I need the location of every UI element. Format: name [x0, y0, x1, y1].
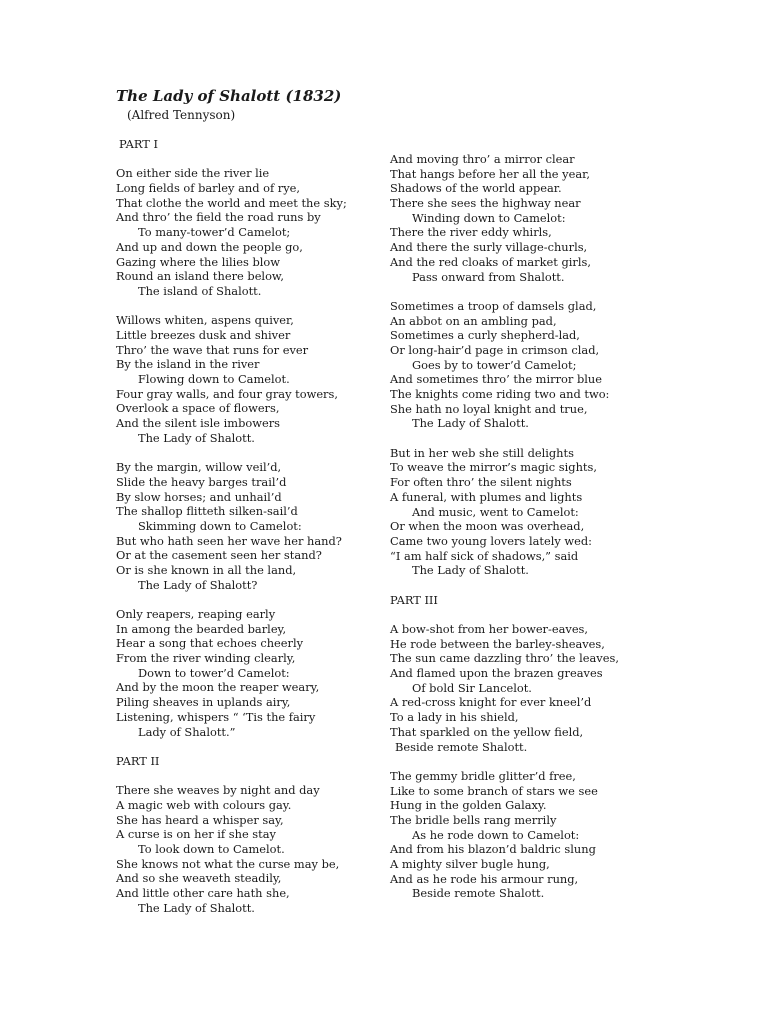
poem-line: Down to tower’d Camelot:: [138, 665, 290, 680]
poem-line: A bow-shot from her bower-eaves,: [390, 622, 589, 636]
poem-line: To look down to Camelot.: [138, 842, 285, 856]
poem-line: The island of Shalott.: [138, 283, 262, 298]
poem-line: The Lady of Shalott.: [138, 430, 255, 445]
poem-line: And sometimes thro’ the mirror blue: [390, 372, 602, 387]
part-heading: PART I: [119, 137, 158, 151]
poem-line: Like to some branch of stars we see: [390, 783, 598, 798]
poem-line: Four gray walls, and four gray towers,: [116, 386, 338, 401]
poem-line: And thro’ the field the road runs by: [116, 210, 321, 225]
poem-line: That hangs before her all the year,: [390, 166, 590, 181]
poem-line: There she sees the highway near: [390, 196, 581, 211]
poem-line: Piling sheaves in uplands airy,: [116, 695, 291, 710]
poem-line: By the margin, willow veil’d,: [116, 460, 282, 475]
poem-line: Willows whiten, aspens quiver,: [116, 313, 294, 328]
poem-line: And as he rode his armour rung,: [390, 871, 579, 886]
poem-line: But who hath seen her wave her hand?: [116, 533, 342, 548]
poem-line: The Lady of Shalott.: [138, 900, 255, 915]
poem-line: Long fields of barley and of rye,: [116, 181, 301, 196]
poem-line: Sometimes a curly shepherd-lad,: [390, 328, 580, 343]
part-heading: PART III: [390, 592, 438, 607]
poem-line: A funeral, with plumes and lights: [390, 489, 583, 504]
poem-line: That sparkled on the yellow field,: [390, 724, 584, 739]
right-column: [390, 152, 640, 916]
poem-line: But in her web she still delights: [390, 445, 574, 460]
poem-line: As he rode down to Camelot:: [412, 827, 580, 842]
poem-line: And from his blazon’d baldric slung: [390, 842, 596, 857]
stanza: [390, 769, 640, 901]
poem-line: Beside remote Shalott.: [412, 886, 545, 901]
poem-line: To a lady in his shield,: [390, 710, 519, 725]
poem-author: (Alfred Tennyson): [127, 108, 236, 122]
stanza: [116, 313, 378, 445]
poem-title: The Lady of Shalott (1832): [116, 87, 342, 105]
poem-line: Overlook a space of flowers,: [116, 401, 280, 416]
poem-line: A curse is on her if she stay: [116, 827, 276, 842]
poem-line: From the river winding clearly,: [116, 651, 296, 666]
poem-line: A red-cross knight for ever kneel’d: [390, 695, 592, 710]
poem-line: Winding down to Camelot:: [412, 210, 566, 225]
poem-line: Round an island there below,: [116, 269, 284, 284]
poem-line: The Lady of Shalott?: [138, 577, 258, 592]
stanza: [116, 460, 378, 592]
stanza: [116, 166, 378, 298]
poem-line: Or when the moon was overhead,: [390, 519, 585, 534]
poem-line: The shallop flitteth silken-sail’d: [116, 504, 298, 519]
poem-line: An abbot on an ambling pad,: [390, 313, 557, 328]
part-heading: PART II: [116, 753, 160, 768]
poem-line: Shadows of the world appear.: [390, 181, 562, 196]
stanza: [390, 299, 640, 431]
poem-line: Goes by to tower’d Camelot;: [412, 357, 577, 372]
poem-line: And little other care hath she,: [116, 886, 290, 901]
poem-line: Lady of Shalott.”: [138, 724, 236, 739]
poem-line: Or is she known in all the land,: [116, 562, 297, 577]
poem-line: To weave the mirror’s magic sights,: [390, 460, 597, 475]
stanza: [390, 152, 640, 284]
poem-line: And the red cloaks of market girls,: [390, 254, 591, 269]
stanza: [116, 607, 378, 739]
poem-line: And there the surly village-churls,: [390, 240, 588, 255]
stanza: [390, 622, 640, 754]
poem-line: Slide the heavy barges trail’d: [116, 474, 287, 489]
poem-line: There the river eddy whirls,: [390, 225, 552, 240]
poem-line: Sometimes a troop of damsels glad,: [390, 298, 597, 313]
poem-line: She knows not what the curse may be,: [116, 856, 340, 871]
poem-line: By the island in the river: [116, 357, 260, 372]
poem-line: Listening, whispers “ ‘Tis the fairy: [116, 709, 316, 724]
poem-line: By slow horses; and unhail’d: [116, 489, 282, 504]
poem-line: Gazing where the lilies blow: [116, 254, 281, 269]
poem-line: And music, went to Camelot:: [412, 504, 579, 519]
poem-line: Or at the casement seen her stand?: [116, 548, 322, 563]
poem-line: The Lady of Shalott.: [412, 416, 529, 431]
poem-line: And up and down the people go,: [116, 239, 303, 254]
poem-line: And moving thro’ a mirror clear: [390, 152, 575, 166]
poem-line: Came two young lovers lately wed:: [390, 533, 593, 548]
poem-line: Hung in the golden Galaxy.: [390, 798, 547, 813]
poem-line: That clothe the world and meet the sky;: [116, 195, 347, 210]
poem-line: A mighty silver bugle hung,: [390, 857, 550, 871]
poem-line: A magic web with colours gay.: [116, 797, 292, 812]
poem-line: In among the bearded barley,: [116, 621, 287, 636]
poem-line: The Lady of Shalott.: [412, 563, 529, 578]
poem-line: She hath no loyal knight and true,: [390, 401, 588, 416]
poem-line: The sun came dazzling thro’ the leaves,: [390, 651, 619, 666]
poem-line: Hear a song that echoes cheerly: [116, 636, 304, 651]
poem-line: Or long-hair’d page in crimson clad,: [390, 342, 600, 357]
poem-line: Skimming down to Camelot:: [138, 518, 302, 533]
poem-line: On either side the river lie: [116, 166, 270, 181]
poem-line: To many-tower’d Camelot;: [138, 225, 291, 240]
poem-line: And the silent isle imbowers: [116, 416, 281, 431]
poem-line: And by the moon the reaper weary,: [116, 680, 320, 695]
poem-line: Only reapers, reaping early: [116, 607, 276, 621]
poem-line: The bridle bells rang merrily: [390, 812, 557, 827]
poem-line: Pass onward from Shalott.: [412, 269, 565, 284]
poem-line: And so she weaveth steadily,: [116, 871, 282, 886]
poem-line: “I am half sick of shadows,” said: [390, 548, 579, 563]
poem-line: The gemmy bridle glitter’d free,: [390, 768, 576, 783]
poem-line: Thro’ the wave that runs for ever: [116, 342, 309, 357]
left-column: [116, 137, 378, 930]
poem-line: And flamed upon the brazen greaves: [390, 666, 603, 681]
stanza: [390, 446, 640, 578]
poem-line: Flowing down to Camelot.: [138, 372, 290, 386]
poem-line: For often thro’ the silent nights: [390, 475, 572, 490]
poem-line: There she weaves by night and day: [116, 783, 320, 798]
poem-line: Of bold Sir Lancelot.: [412, 680, 532, 695]
stanza: [116, 783, 378, 915]
poem-line: Little breezes dusk and shiver: [116, 327, 291, 342]
poem-line: He rode between the barley-sheaves,: [390, 636, 605, 651]
poem-line: Beside remote Shalott.: [395, 739, 528, 754]
poem-line: She has heard a whisper say,: [116, 812, 284, 827]
poem-line: The knights come riding two and two:: [390, 387, 610, 401]
